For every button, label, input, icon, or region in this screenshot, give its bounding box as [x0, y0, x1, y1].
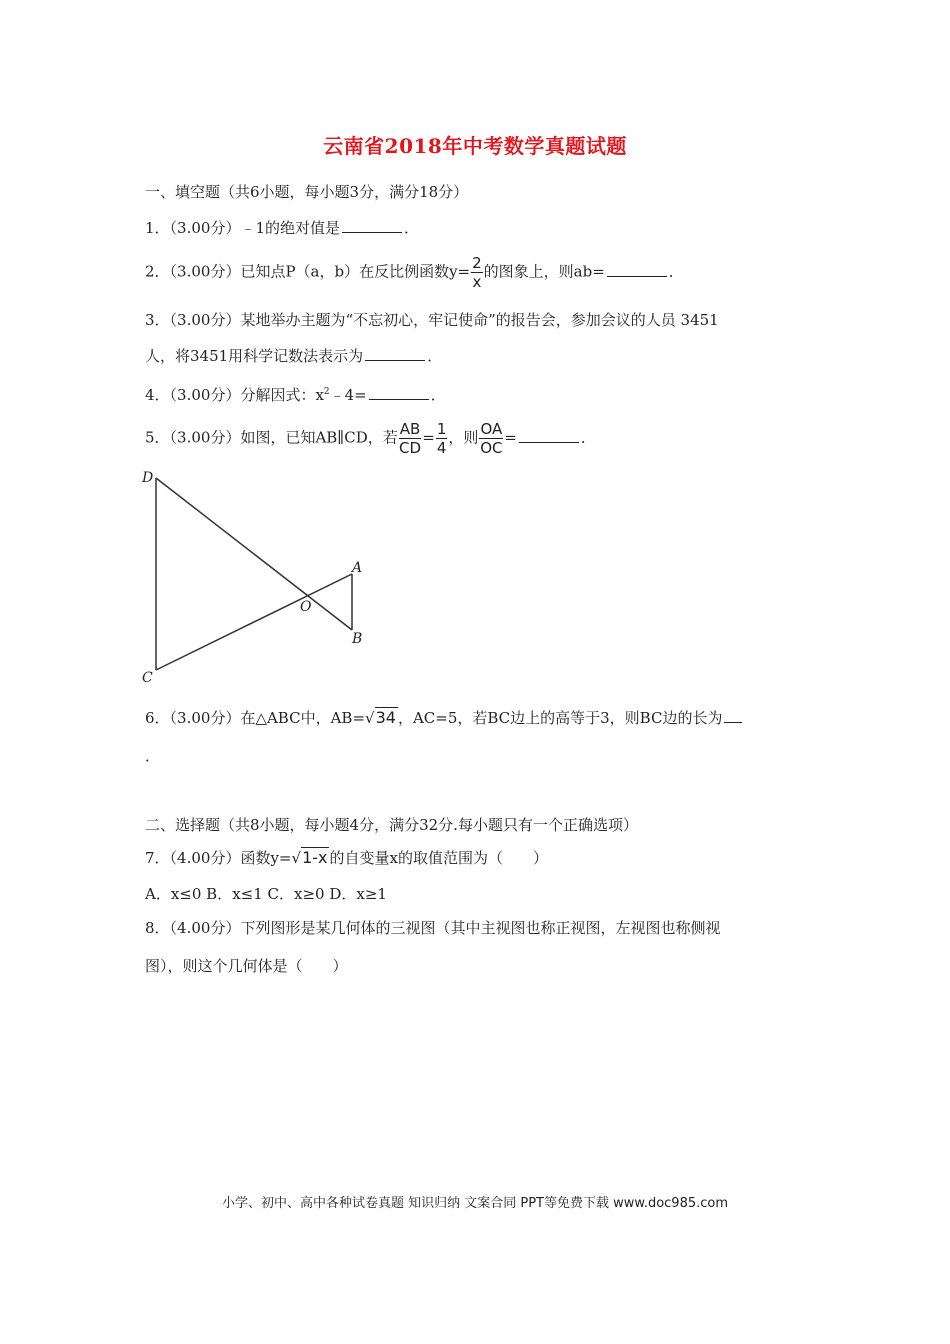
square-root [292, 848, 330, 868]
question-5 [145, 420, 596, 457]
answer-blank [365, 346, 425, 361]
question-2 [145, 254, 684, 291]
fraction-numerator: 1 [436, 420, 447, 438]
fraction-numerator: AB [399, 420, 421, 438]
fraction-numerator: OA [480, 420, 503, 438]
question-3-line-1: 3．（3.00分）某地举办主题为“不忘初心，牢记使命”的报告会，参加会议的人员 3451 [145, 311, 719, 329]
question-5-text: 5．（3.00分）如图，已知AB∥CD，若 [145, 428, 398, 447]
square-root [365, 708, 398, 728]
question-2-text: 2．（3.00分）已知点P（a，b）在反比例函数y= [145, 262, 471, 281]
question-7-options: A．x≤0 B．x≤1 C．x≥0 D．x≥1 [145, 885, 387, 903]
label-c: C [142, 670, 153, 686]
label-b: B [352, 631, 363, 647]
page-title: 云南省2018年中考数学真题试题 [323, 134, 627, 158]
question-5-eq: = [504, 428, 517, 447]
segment-db [156, 478, 352, 630]
question-8-line-1: 8．（4.00分）下列图形是某几何体的三视图（其中主视图也称正视图，左视图也称侧视 [145, 919, 721, 937]
question-6-text: 6．（3.00分）在△ABC中，AB= [145, 709, 366, 727]
radicand: 34 [375, 708, 396, 727]
question-1-text: 1．（3.00分）﹣1的绝对值是 [145, 219, 340, 237]
answer-blank [724, 708, 742, 723]
question-7-text: 7．（4.00分）函数y= [145, 849, 292, 867]
label-a: A [352, 560, 363, 576]
question-4 [145, 382, 446, 405]
question-2-text-2: 的图象上，则ab= [483, 262, 605, 281]
segment-ca [156, 574, 352, 670]
fraction-ab-cd [399, 420, 422, 457]
question-7 [145, 848, 548, 868]
exponent: 2 [323, 387, 330, 397]
question-4-text-2: ﹣4= [329, 386, 367, 404]
answer-blank [342, 218, 402, 233]
fraction-denominator: OC [480, 439, 503, 457]
question-2-end: ． [668, 262, 684, 281]
question-3-text: 人，将3451用科学记数法表示为 [145, 347, 364, 365]
section-heading-choice: 二、选择题（共8小题，每小题4分，满分32分.每小题只有一个正确选项） [145, 816, 638, 834]
fraction-denominator: CD [399, 439, 422, 457]
radical-sign: √ [291, 849, 302, 867]
question-6-text-2: ，AC=5，若BC边上的高等于3，则BC边的长为 [397, 709, 723, 727]
answer-blank [519, 428, 579, 443]
fraction-2-over-x [471, 254, 483, 291]
label-d: D [142, 470, 154, 486]
radicand: 1-x [302, 848, 328, 867]
question-6 [145, 708, 744, 728]
answer-blank [369, 385, 429, 400]
fraction-denominator: 4 [436, 439, 447, 457]
fraction-oa-oc [479, 420, 503, 457]
question-4-text: 4．（3.00分）分解因式：x [145, 386, 324, 404]
fraction-denominator: x [472, 273, 482, 291]
footer-text: 小学、初中、高中各种试卷真题 知识归纳 文案合同 PPT等免费下载 www.doc985.com [221, 1196, 729, 1211]
question-7-text-2: 的自变量x的取值范围为（ ） [329, 849, 548, 867]
equals-sign: = [422, 428, 435, 447]
fraction-1-4 [436, 420, 448, 457]
fraction-numerator: 2 [472, 254, 482, 272]
question-4-end: ． [430, 386, 446, 404]
question-5-end: ． [580, 428, 596, 447]
question-6-line-2: ． [145, 747, 161, 765]
question-3-end: ． [427, 347, 443, 365]
answer-blank [607, 262, 667, 277]
question-1 [145, 218, 419, 238]
question-3-line-2 [145, 346, 442, 366]
question-1-end: ． [404, 219, 420, 237]
section-heading-fill-in: 一、填空题（共6小题，每小题3分，满分18分） [145, 183, 469, 201]
radical-sign: √ [365, 709, 375, 727]
question-8-line-2: 图），则这个几何体是（ ） [145, 957, 348, 975]
question-5-text-2: ，则 [448, 428, 479, 447]
label-o: O [300, 599, 312, 615]
geometry-figure [130, 462, 380, 692]
